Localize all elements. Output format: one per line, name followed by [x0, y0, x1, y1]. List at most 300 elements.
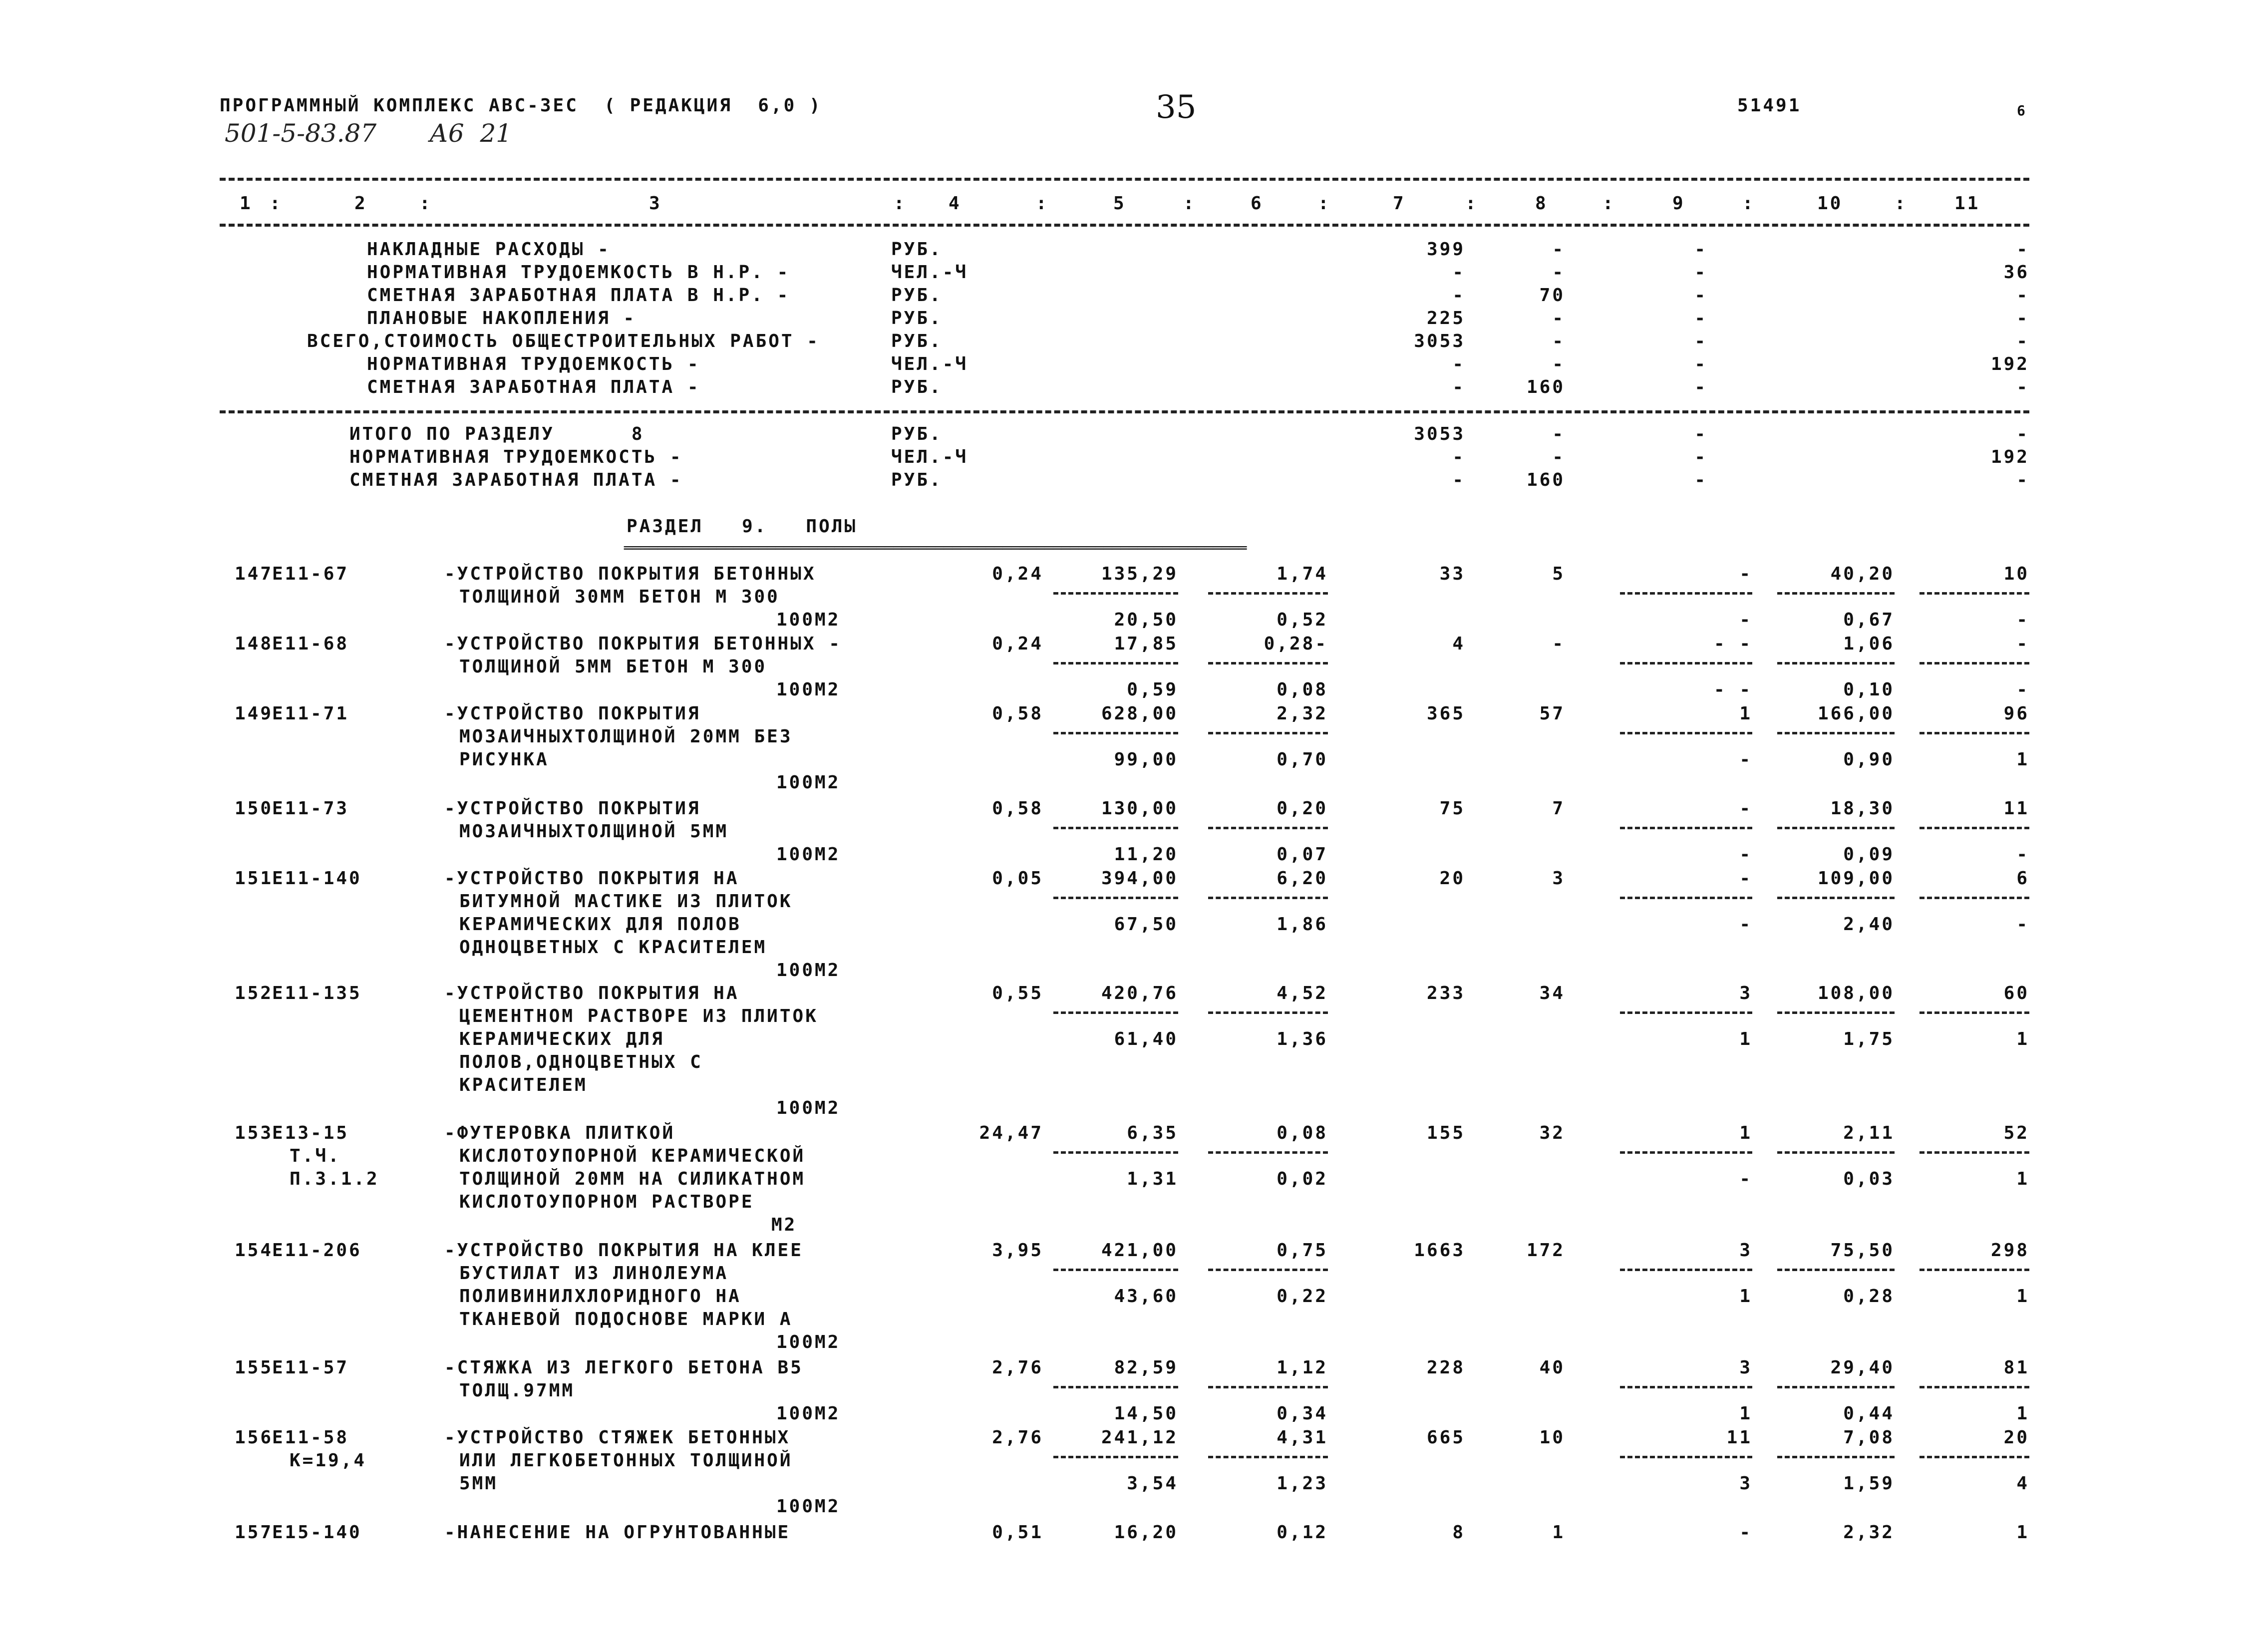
item-col5-total: 628,00: [1101, 703, 1178, 724]
item-subrule: [1920, 1011, 2029, 1014]
item-subrule: [1053, 897, 1178, 899]
item-col10-total: 2,11: [1843, 1123, 1895, 1143]
item-description: ТОЛЩИНОЙ 30ММ БЕТОН М 300: [459, 587, 780, 607]
item-quantity: 3,95: [992, 1240, 1043, 1261]
item-col11-wage: -: [2016, 914, 2029, 935]
item-subrule: [1777, 1456, 1895, 1458]
item-col10-total: 75,50: [1830, 1240, 1895, 1261]
summary-label: СМЕТНАЯ ЗАРАБОТНАЯ ПЛАТА В Н.Р. -: [367, 285, 790, 306]
item-subrule: [1777, 1269, 1895, 1271]
column-header: 10: [1817, 193, 1843, 214]
item-col9-wage: - -: [1713, 679, 1752, 700]
item-description: ЦЕМЕНТНОМ РАСТВОРЕ ИЗ ПЛИТОК: [459, 1006, 818, 1026]
item-subrule: [1208, 662, 1328, 664]
item-col5-wage: 20,50: [1114, 610, 1178, 630]
column-header: :: [1465, 193, 1478, 214]
item-col8: 1: [1552, 1522, 1565, 1543]
item-col11-wage: -: [2016, 844, 2029, 865]
item-unit: 100М2: [776, 844, 841, 865]
column-header: 3: [649, 193, 662, 214]
item-col5-total: 16,20: [1114, 1522, 1178, 1543]
item-col11-wage: 1: [2016, 749, 2029, 770]
item-quantity: 0,58: [992, 703, 1043, 724]
item-code: Е11-73: [272, 798, 349, 819]
item-subrule: [1920, 827, 2029, 829]
item-col6-total: 1,74: [1277, 564, 1328, 584]
item-col11-total: 6: [2016, 868, 2029, 889]
column-header: 11: [1954, 193, 1980, 214]
item-col7: 233: [1426, 983, 1465, 1003]
item-code: Е11-135: [272, 983, 362, 1003]
summary-col7: -: [1452, 285, 1465, 306]
item-col6-total: 1,12: [1277, 1357, 1328, 1378]
item-description: РИСУНКА: [459, 749, 549, 770]
item-code: К=19,4: [290, 1450, 367, 1471]
item-col9-total: -: [1739, 1522, 1752, 1543]
item-col10-wage: 2,40: [1843, 914, 1895, 935]
item-col6-total: 0,28-: [1264, 634, 1328, 654]
item-col9-wage: -: [1739, 749, 1752, 770]
item-subrule: [1920, 1151, 2029, 1154]
item-description: ПОЛИВИНИЛХЛОРИДНОГО НА: [459, 1286, 741, 1307]
item-subrule: [1777, 732, 1895, 734]
column-header: :: [894, 193, 907, 214]
item-code: П.3.1.2: [290, 1169, 379, 1189]
item-col8: 32: [1539, 1123, 1565, 1143]
item-col10-wage: 1,59: [1843, 1473, 1895, 1494]
item-col5-wage: 3,54: [1127, 1473, 1178, 1494]
item-col11-wage: 1: [2016, 1403, 2029, 1424]
item-col10-total: 40,20: [1830, 564, 1895, 584]
summary-col7: -: [1452, 354, 1465, 374]
summary-col9: -: [1694, 262, 1707, 283]
item-col7: 20: [1439, 868, 1465, 889]
item-code: Е11-68: [272, 634, 349, 654]
summary-col8: -: [1552, 308, 1565, 329]
item-description: -ФУТЕРОВКА ПЛИТКОЙ: [444, 1123, 675, 1143]
summary-col7: -: [1452, 377, 1465, 397]
item-col5-total: 6,35: [1127, 1123, 1178, 1143]
item-description: -УСТРОЙСТВО ПОКРЫТИЯ НА: [444, 868, 739, 889]
item-col8: 40: [1539, 1357, 1565, 1378]
item-number: 149: [235, 703, 274, 724]
column-header: 7: [1393, 193, 1406, 214]
item-unit: М2: [771, 1215, 797, 1235]
item-subrule: [1620, 897, 1752, 899]
item-subrule: [1920, 1456, 2029, 1458]
item-description: ТОЛЩИНОЙ 20ММ НА СИЛИКАТНОМ: [459, 1169, 806, 1189]
summary-col9: -: [1694, 331, 1707, 351]
item-quantity: 2,76: [992, 1427, 1043, 1448]
item-subrule: [1920, 1269, 2029, 1271]
item-col5-wage: 14,50: [1114, 1403, 1178, 1424]
item-col9-total: - -: [1713, 634, 1752, 654]
item-col9-wage: -: [1739, 1169, 1752, 1189]
item-subrule: [1053, 1011, 1178, 1014]
column-header: :: [1036, 193, 1049, 214]
item-col10-wage: 0,03: [1843, 1169, 1895, 1189]
item-col9-total: -: [1739, 868, 1752, 889]
item-description: -УСТРОЙСТВО ПОКРЫТИЯ БЕТОННЫХ: [444, 564, 816, 584]
item-code: Е11-57: [272, 1357, 349, 1378]
summary-col8: 160: [1526, 377, 1565, 397]
item-col10-wage: 0,09: [1843, 844, 1895, 865]
item-col11-wage: 4: [2016, 1473, 2029, 1494]
item-col5-total: 394,00: [1101, 868, 1178, 889]
total-label: СМЕТНАЯ ЗАРАБОТНАЯ ПЛАТА -: [349, 470, 683, 490]
item-description: БУСТИЛАТ ИЗ ЛИНОЛЕУМА: [459, 1263, 729, 1284]
item-subrule: [1620, 662, 1752, 664]
item-code: Е11-58: [272, 1427, 349, 1448]
item-code: Е11-206: [272, 1240, 362, 1261]
item-col7: 33: [1439, 564, 1465, 584]
item-col7: 155: [1426, 1123, 1465, 1143]
item-col11-total: 96: [2003, 703, 2029, 724]
item-subrule: [1208, 827, 1328, 829]
column-header: :: [1318, 193, 1331, 214]
item-col7: 365: [1426, 703, 1465, 724]
item-subrule: [1053, 1151, 1178, 1154]
item-col9-wage: 1: [1739, 1403, 1752, 1424]
item-col10-wage: 0,44: [1843, 1403, 1895, 1424]
item-col6-total: 4,52: [1277, 983, 1328, 1003]
summary-col7: -: [1452, 262, 1465, 283]
item-subrule: [1208, 1386, 1328, 1388]
item-col7: 4: [1452, 634, 1465, 654]
summary-unit: ЧЕЛ.-Ч: [891, 262, 968, 283]
summary-col8: -: [1552, 239, 1565, 260]
item-quantity: 0,24: [992, 634, 1043, 654]
item-col10-total: 109,00: [1817, 868, 1895, 889]
column-header: 6: [1251, 193, 1264, 214]
item-col8: 3: [1552, 868, 1565, 889]
item-subrule: [1920, 1386, 2029, 1388]
item-col5-total: 135,29: [1101, 564, 1178, 584]
total-unit: РУБ.: [891, 470, 943, 490]
summary-col8: -: [1552, 331, 1565, 351]
item-description: -НАНЕСЕНИЕ НА ОГРУНТОВАННЫЕ: [444, 1522, 791, 1543]
item-col6-total: 0,12: [1277, 1522, 1328, 1543]
summary-col11: -: [2016, 285, 2029, 306]
item-subrule: [1920, 592, 2029, 595]
column-header: :: [1602, 193, 1615, 214]
summary-label: ПЛАНОВЫЕ НАКОПЛЕНИЯ -: [367, 308, 637, 329]
item-col6-total: 0,08: [1277, 1123, 1328, 1143]
item-col8: 34: [1539, 983, 1565, 1003]
item-col10-total: 166,00: [1817, 703, 1895, 724]
item-description: -УСТРОЙСТВО ПОКРЫТИЯ НА КЛЕЕ: [444, 1240, 803, 1261]
item-subrule: [1920, 897, 2029, 899]
item-subrule: [1208, 897, 1328, 899]
summary-col9: -: [1694, 354, 1707, 374]
item-quantity: 0,05: [992, 868, 1043, 889]
item-col6-wage: 0,07: [1277, 844, 1328, 865]
item-col10-total: 7,08: [1843, 1427, 1895, 1448]
item-number: 155: [235, 1357, 274, 1378]
item-description: -УСТРОЙСТВО ПОКРЫТИЯ БЕТОННЫХ -: [444, 634, 842, 654]
item-col9-total: 3: [1739, 1357, 1752, 1378]
item-description: ИЛИ ЛЕГКОБЕТОННЫХ ТОЛЩИНОЙ: [459, 1450, 793, 1471]
total-col8: -: [1552, 424, 1565, 444]
summary-label: НОРМАТИВНАЯ ТРУДОЕМКОСТЬ -: [367, 354, 700, 374]
item-col5-wage: 0,59: [1127, 679, 1178, 700]
summary-unit: РУБ.: [891, 239, 943, 260]
item-col5-total: 241,12: [1101, 1427, 1178, 1448]
rule-header-bottom: [220, 224, 2029, 227]
total-label: ИТОГО ПО РАЗДЕЛУ 8: [349, 424, 644, 444]
summary-unit: РУБ.: [891, 331, 943, 351]
item-col8: -: [1552, 634, 1565, 654]
item-subrule: [1777, 592, 1895, 595]
item-description: КЕРАМИЧЕСКИХ ДЛЯ ПОЛОВ: [459, 914, 741, 935]
item-subrule: [1620, 1011, 1752, 1014]
item-code: Е11-140: [272, 868, 362, 889]
column-header: 5: [1113, 193, 1126, 214]
item-description: ТОЛЩ.97ММ: [459, 1380, 575, 1401]
item-subrule: [1620, 732, 1752, 734]
item-col7: 1663: [1414, 1240, 1465, 1261]
item-subrule: [1208, 1269, 1328, 1271]
item-description: ТКАНЕВОЙ ПОДОСНОВЕ МАРКИ А: [459, 1309, 793, 1329]
item-col10-total: 29,40: [1830, 1357, 1895, 1378]
item-subrule: [1053, 1456, 1178, 1458]
item-number: 152: [235, 983, 274, 1003]
item-col10-total: 108,00: [1817, 983, 1895, 1003]
item-subrule: [1208, 732, 1328, 734]
item-quantity: 2,76: [992, 1357, 1043, 1378]
item-code: Т.Ч.: [290, 1146, 341, 1166]
total-col7: 3053: [1414, 424, 1465, 444]
section-title-underline: ══════════════════════════════════════════════════════════════════════════: [624, 540, 1247, 556]
item-quantity: 0,55: [992, 983, 1043, 1003]
item-col5-wage: 1,31: [1127, 1169, 1178, 1189]
item-description: -УСТРОЙСТВО СТЯЖЕК БЕТОННЫХ: [444, 1427, 791, 1448]
item-col6-total: 6,20: [1277, 868, 1328, 889]
item-col7: 8: [1452, 1522, 1465, 1543]
item-description: БИТУМНОЙ МАСТИКЕ ИЗ ПЛИТОК: [459, 891, 793, 912]
summary-col9: -: [1694, 377, 1707, 397]
item-number: 153: [235, 1123, 274, 1143]
item-subrule: [1777, 1386, 1895, 1388]
item-subrule: [1053, 1269, 1178, 1271]
item-col6-wage: 0,02: [1277, 1169, 1328, 1189]
item-col8: 7: [1552, 798, 1565, 819]
item-subrule: [1208, 1151, 1328, 1154]
summary-col11: -: [2016, 331, 2029, 351]
column-header: 4: [949, 193, 961, 214]
total-col8: 160: [1526, 470, 1565, 490]
item-col6-wage: 0,70: [1277, 749, 1328, 770]
item-col9-total: 3: [1739, 983, 1752, 1003]
item-subrule: [1620, 1151, 1752, 1154]
item-subrule: [1777, 662, 1895, 664]
item-subrule: [1777, 897, 1895, 899]
item-number: 151: [235, 868, 274, 889]
item-col11-wage: -: [2016, 679, 2029, 700]
item-description: ТОЛЩИНОЙ 5ММ БЕТОН М 300: [459, 657, 767, 677]
total-col9: -: [1694, 447, 1707, 467]
item-col11-wage: -: [2016, 610, 2029, 630]
item-col11-total: 52: [2003, 1123, 2029, 1143]
item-col11-wage: 1: [2016, 1169, 2029, 1189]
item-description: МОЗАИЧНЫХТОЛЩИНОЙ 20ММ БЕЗ: [459, 726, 793, 747]
item-subrule: [1053, 732, 1178, 734]
item-col10-wage: 0,90: [1843, 749, 1895, 770]
item-col11-total: 10: [2003, 564, 2029, 584]
handwritten-ref: 501-5-83.87: [225, 119, 377, 148]
item-col7: 75: [1439, 798, 1465, 819]
item-unit: 100М2: [776, 679, 841, 700]
item-code: Е15-140: [272, 1522, 362, 1543]
item-col5-total: 82,59: [1114, 1357, 1178, 1378]
summary-unit: РУБ.: [891, 377, 943, 397]
item-subrule: [1620, 592, 1752, 595]
item-col6-total: 0,75: [1277, 1240, 1328, 1261]
column-header: :: [419, 193, 432, 214]
item-subrule: [1208, 1011, 1328, 1014]
item-description: -УСТРОЙСТВО ПОКРЫТИЯ: [444, 798, 701, 819]
item-code: Е11-71: [272, 703, 349, 724]
item-col9-wage: -: [1739, 610, 1752, 630]
total-col7: -: [1452, 447, 1465, 467]
item-col10-total: 1,06: [1843, 634, 1895, 654]
summary-label: ВСЕГО,СТОИМОСТЬ ОБЩЕСТРОИТЕЛЬНЫХ РАБОТ -: [307, 331, 820, 351]
summary-col7: 3053: [1414, 331, 1465, 351]
summary-col8: 70: [1539, 285, 1565, 306]
item-col9-total: -: [1739, 564, 1752, 584]
item-col11-total: 298: [1990, 1240, 2029, 1261]
column-header: 1: [240, 193, 253, 214]
total-col9: -: [1694, 470, 1707, 490]
item-col6-wage: 0,52: [1277, 610, 1328, 630]
summary-col7: 399: [1426, 239, 1465, 260]
item-unit: 100М2: [776, 1332, 841, 1352]
item-number: 154: [235, 1240, 274, 1261]
summary-col8: -: [1552, 262, 1565, 283]
item-description: МОЗАИЧНЫХТОЛЩИНОЙ 5ММ: [459, 821, 729, 842]
section-title: РАЗДЕЛ 9. ПОЛЫ: [627, 516, 858, 537]
item-unit: 100М2: [776, 1496, 841, 1517]
item-col10-wage: 0,10: [1843, 679, 1895, 700]
item-col11-wage: 1: [2016, 1029, 2029, 1049]
item-col5-wage: 99,00: [1114, 749, 1178, 770]
item-description: 5ММ: [459, 1473, 498, 1494]
summary-col11: 36: [2003, 262, 2029, 283]
column-header: 9: [1672, 193, 1685, 214]
item-col10-wage: 1,75: [1843, 1029, 1895, 1049]
corner-mark: 6: [2017, 102, 2027, 119]
item-col11-total: 1: [2016, 1522, 2029, 1543]
total-col8: -: [1552, 447, 1565, 467]
item-quantity: 0,24: [992, 564, 1043, 584]
item-col5-total: 130,00: [1101, 798, 1178, 819]
item-col9-wage: -: [1739, 844, 1752, 865]
item-col8: 57: [1539, 703, 1565, 724]
item-quantity: 24,47: [979, 1123, 1043, 1143]
item-code: Е11-67: [272, 564, 349, 584]
item-col9-wage: 1: [1739, 1286, 1752, 1307]
item-subrule: [1620, 1456, 1752, 1458]
column-header: 2: [354, 193, 367, 214]
item-number: 157: [235, 1522, 274, 1543]
summary-col11: -: [2016, 308, 2029, 329]
total-col11: -: [2016, 470, 2029, 490]
item-subrule: [1053, 662, 1178, 664]
item-description: КИСЛОТОУПОРНОЙ КЕРАМИЧЕСКОЙ: [459, 1146, 806, 1166]
total-label: НОРМАТИВНАЯ ТРУДОЕМКОСТЬ -: [349, 447, 683, 467]
summary-col11: 192: [1990, 354, 2029, 374]
summary-unit: ЧЕЛ.-Ч: [891, 354, 968, 374]
item-description: КИСЛОТОУПОРНОМ РАСТВОРЕ: [459, 1192, 754, 1212]
item-col9-wage: 1: [1739, 1029, 1752, 1049]
total-col11: -: [2016, 424, 2029, 444]
item-description: КЕРАМИЧЕСКИХ ДЛЯ: [459, 1029, 664, 1049]
item-subrule: [1620, 827, 1752, 829]
total-col7: -: [1452, 470, 1465, 490]
summary-col11: -: [2016, 377, 2029, 397]
item-subrule: [1620, 1269, 1752, 1271]
item-col9-wage: 3: [1739, 1473, 1752, 1494]
item-description: -УСТРОЙСТВО ПОКРЫТИЯ: [444, 703, 701, 724]
item-col9-total: -: [1739, 798, 1752, 819]
item-col10-total: 2,32: [1843, 1522, 1895, 1543]
item-col8: 10: [1539, 1427, 1565, 1448]
item-subrule: [1053, 1386, 1178, 1388]
item-col6-total: 0,20: [1277, 798, 1328, 819]
item-description: ПОЛОВ,ОДНОЦВЕТНЫХ С: [459, 1052, 703, 1072]
item-number: 148: [235, 634, 274, 654]
item-subrule: [1208, 1456, 1328, 1458]
rule-top: [220, 178, 2029, 181]
item-subrule: [1053, 827, 1178, 829]
item-col5-wage: 11,20: [1114, 844, 1178, 865]
summary-unit: РУБ.: [891, 308, 943, 329]
summary-label: НОРМАТИВНАЯ ТРУДОЕМКОСТЬ В Н.Р. -: [367, 262, 790, 283]
item-description: ОДНОЦВЕТНЫХ С КРАСИТЕЛЕМ: [459, 937, 767, 958]
item-col11-total: 11: [2003, 798, 2029, 819]
item-description: КРАСИТЕЛЕМ: [459, 1075, 588, 1095]
column-header: :: [1183, 193, 1196, 214]
item-col11-total: -: [2016, 634, 2029, 654]
item-unit: 100М2: [776, 960, 841, 981]
summary-col8: -: [1552, 354, 1565, 374]
item-quantity: 0,58: [992, 798, 1043, 819]
total-unit: ЧЕЛ.-Ч: [891, 447, 968, 467]
item-col9-wage: -: [1739, 914, 1752, 935]
item-col6-total: 4,31: [1277, 1427, 1328, 1448]
item-col8: 5: [1552, 564, 1565, 584]
item-subrule: [1920, 662, 2029, 664]
column-header: 8: [1535, 193, 1548, 214]
document-code: 51491: [1737, 95, 1802, 116]
item-col6-wage: 0,22: [1277, 1286, 1328, 1307]
item-number: 150: [235, 798, 274, 819]
item-col6-total: 2,32: [1277, 703, 1328, 724]
total-col9: -: [1694, 424, 1707, 444]
item-col7: 228: [1426, 1357, 1465, 1378]
rule-summary: [220, 410, 2029, 413]
summary-col7: 225: [1426, 308, 1465, 329]
item-col6-wage: 1,36: [1277, 1029, 1328, 1049]
summary-col9: -: [1694, 308, 1707, 329]
summary-col11: -: [2016, 239, 2029, 260]
item-subrule: [1620, 1386, 1752, 1388]
item-subrule: [1777, 827, 1895, 829]
item-col8: 172: [1526, 1240, 1565, 1261]
item-col5-total: 17,85: [1114, 634, 1178, 654]
item-col11-total: 20: [2003, 1427, 2029, 1448]
item-col6-wage: 0,08: [1277, 679, 1328, 700]
